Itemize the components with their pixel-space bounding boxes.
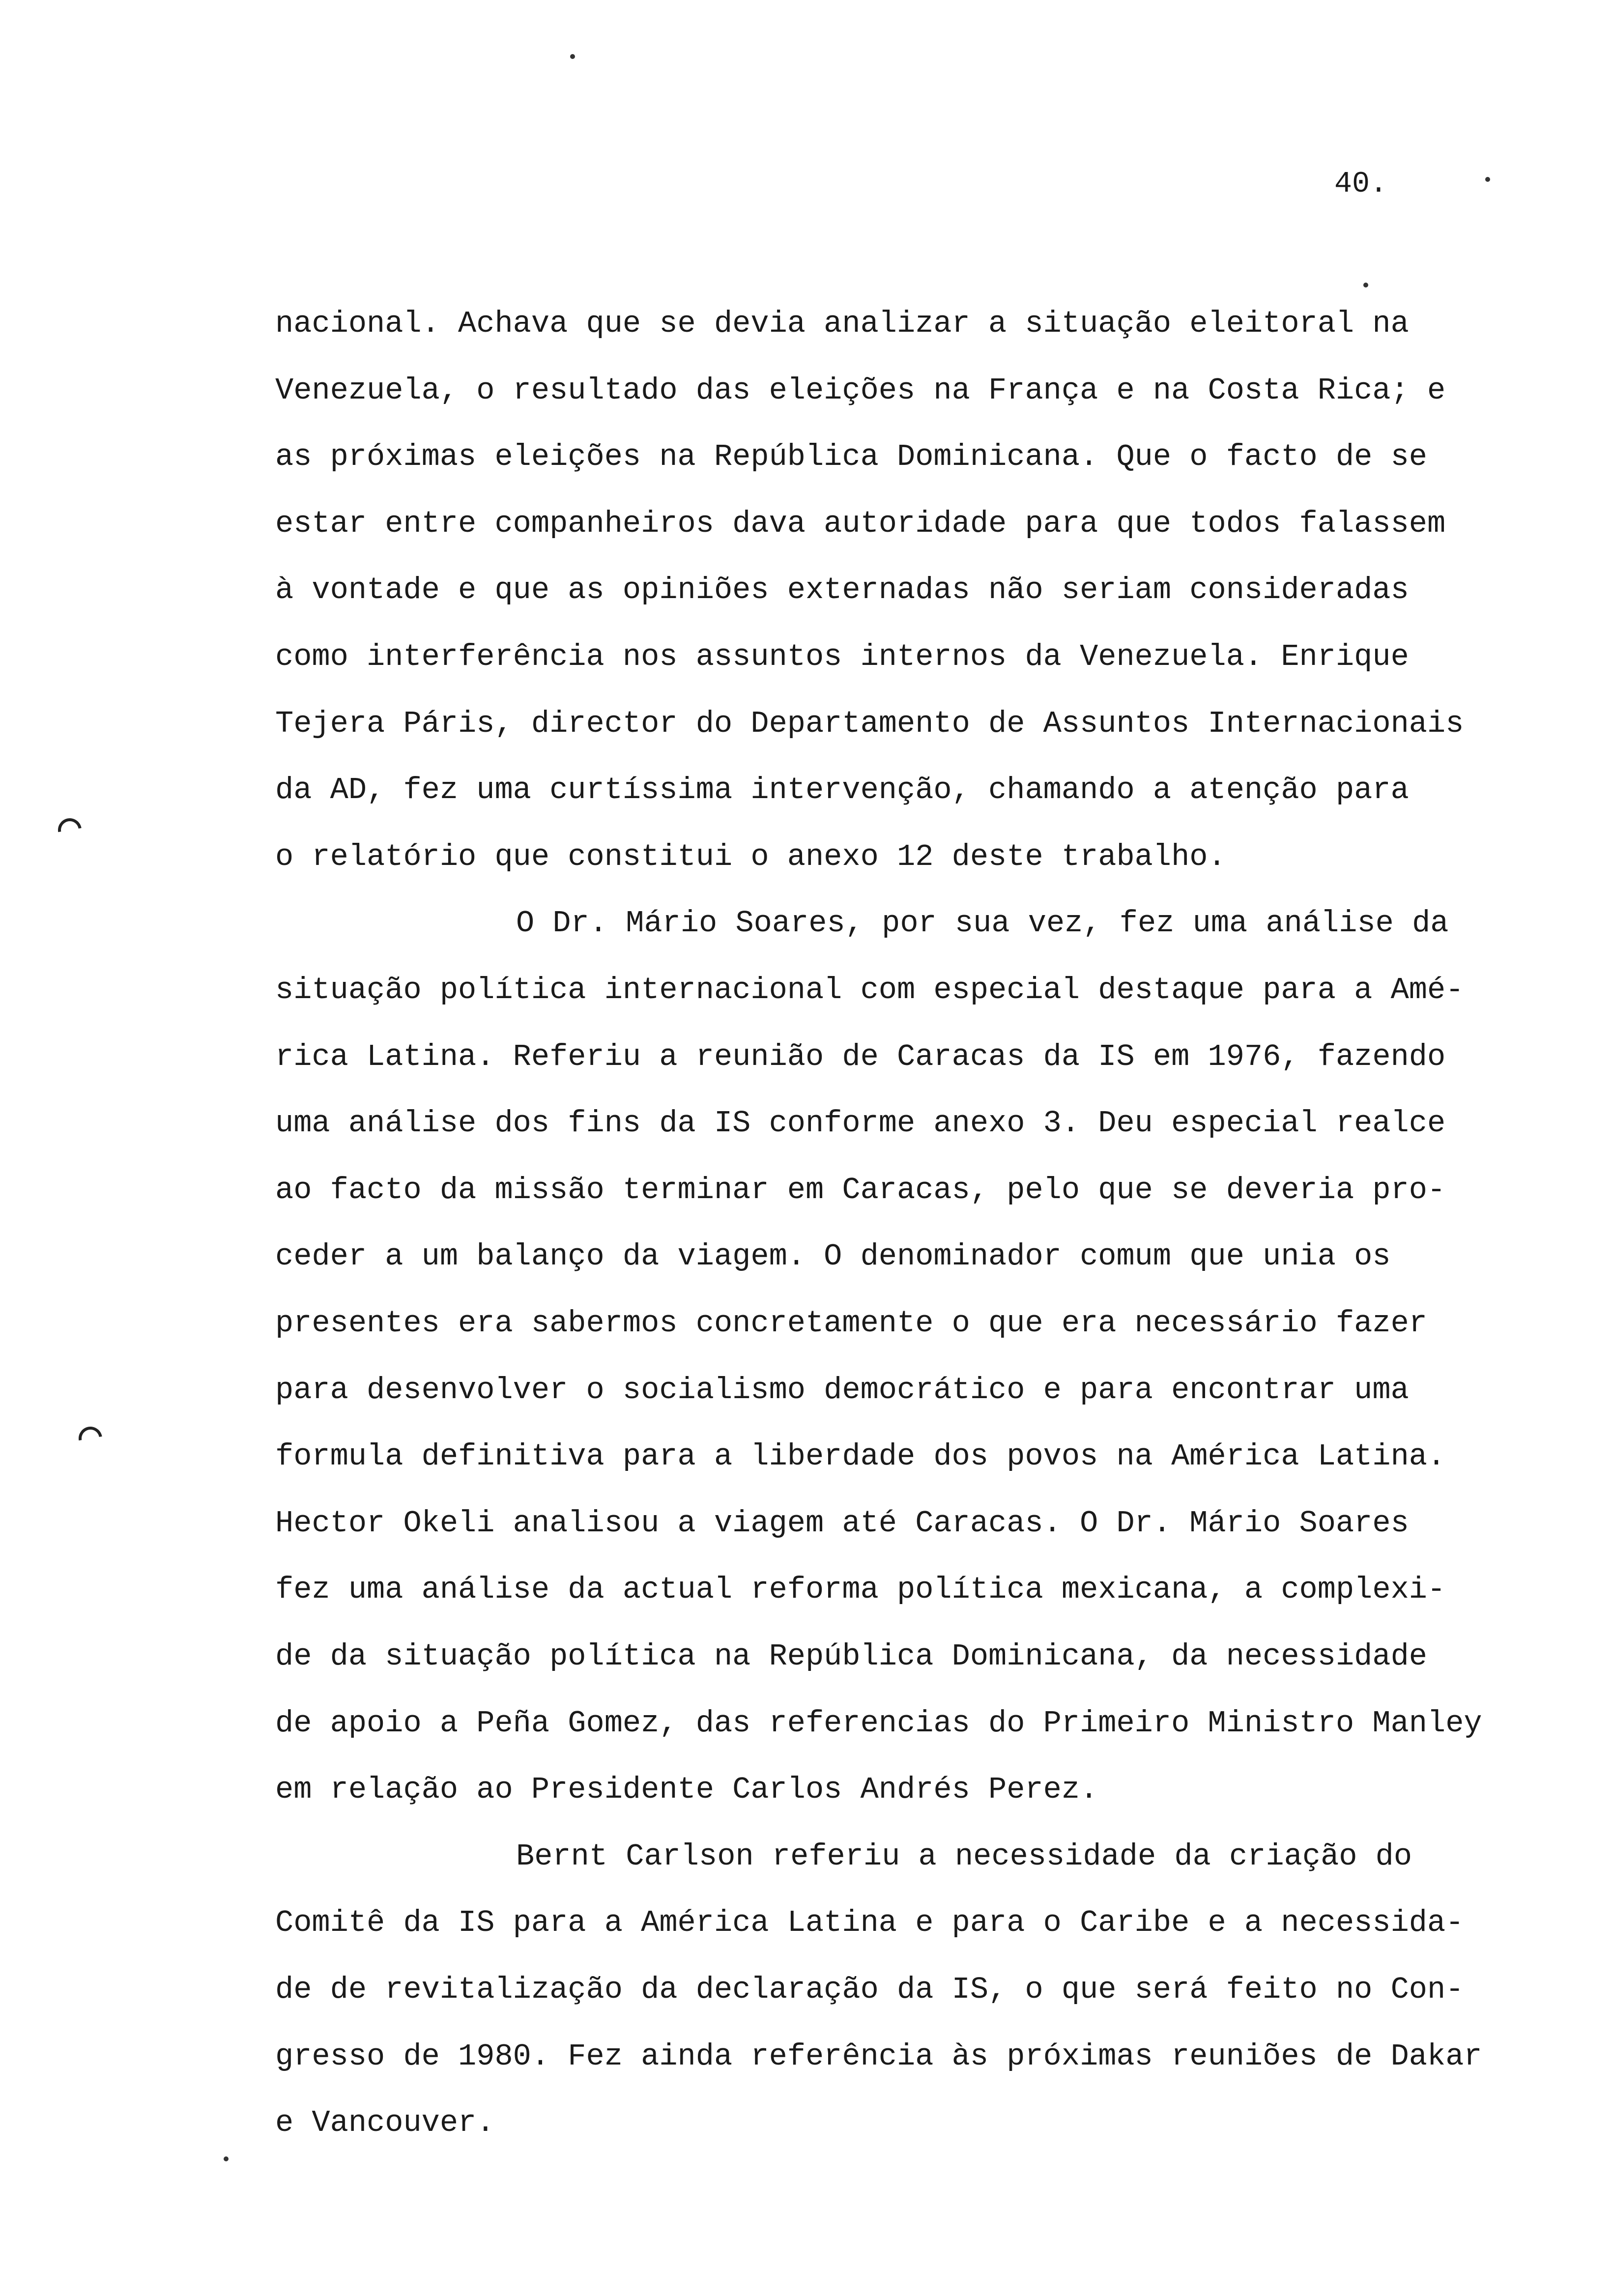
text-line: Venezuela, o resultado das eleições na França e na Costa Rica; e bbox=[275, 373, 1446, 408]
text-line: e Vancouver. bbox=[275, 2105, 495, 2140]
text-line: de da situação política na República Dominicana, da necessidade bbox=[275, 1639, 1427, 1674]
text-line: fez uma análise da actual reforma política mexicana, a complexi- bbox=[275, 1572, 1446, 1607]
text-line: nacional. Achava que se devia analizar a situação eleitoral na bbox=[275, 306, 1409, 341]
text-line: à vontade e que as opiniões externadas não seriam consideradas bbox=[275, 573, 1409, 607]
text-line: Tejera Páris, director do Departamento de Assuntos Internacionais bbox=[275, 706, 1464, 741]
punch-hole-mark-icon bbox=[74, 1422, 107, 1455]
text-line: O Dr. Mário Soares, por sua vez, fez uma análise da bbox=[516, 906, 1449, 941]
text-line: ceder a um balanço da viagem. O denominador comum que unia os bbox=[275, 1239, 1391, 1274]
text-line: presentes era sabermos concretamente o que era necessário fazer bbox=[275, 1306, 1427, 1341]
text-line: Bernt Carlson referiu a necessidade da criação do bbox=[516, 1839, 1412, 1874]
text-line: Hector Okeli analisou a viagem até Caracas. O Dr. Mário Soares bbox=[275, 1506, 1409, 1541]
text-line: estar entre companheiros dava autoridade para que todos falassem bbox=[275, 506, 1446, 541]
punch-hole-mark-icon bbox=[54, 814, 86, 847]
text-line: de de revitalização da declaração da IS, o que será feito no Con- bbox=[275, 1972, 1464, 2007]
scan-speck-icon bbox=[224, 2156, 229, 2161]
text-line: o relatório que constitui o anexo 12 deste trabalho. bbox=[275, 839, 1226, 874]
text-line: de apoio a Peña Gomez, das referencias do Primeiro Ministro Manley bbox=[275, 1706, 1482, 1741]
text-line: Comitê da IS para a América Latina e para o Caribe e a necessida- bbox=[275, 1905, 1464, 1940]
text-line: uma análise dos fins da IS conforme anexo 3. Deu especial realce bbox=[275, 1106, 1446, 1141]
scan-speck-icon bbox=[1485, 177, 1490, 182]
text-line: gresso de 1980. Fez ainda referência às próximas reuniões de Dakar bbox=[275, 2039, 1482, 2074]
text-line: situação política internacional com especial destaque para a Amé- bbox=[275, 973, 1464, 1007]
text-line: rica Latina. Referiu a reunião de Caracas da IS em 1976, fazendo bbox=[275, 1039, 1446, 1074]
text-line: para desenvolver o socialismo democrático e para encontrar uma bbox=[275, 1373, 1409, 1407]
text-line: formula definitiva para a liberdade dos povos na América Latina. bbox=[275, 1439, 1446, 1474]
text-line: ao facto da missão terminar em Caracas, pelo que se deveria pro- bbox=[275, 1173, 1446, 1207]
scan-speck-icon bbox=[570, 54, 575, 59]
text-line: da AD, fez uma curtíssima intervenção, chamando a atenção para bbox=[275, 773, 1409, 807]
text-line: em relação ao Presidente Carlos Andrés Perez. bbox=[275, 1772, 1098, 1807]
page-number: 40. bbox=[1334, 168, 1388, 201]
scan-speck-icon bbox=[1363, 283, 1368, 287]
text-line: as próximas eleições na República Dominicana. Que o facto de se bbox=[275, 439, 1427, 474]
text-line: como interferência nos assuntos internos da Venezuela. Enrique bbox=[275, 639, 1409, 674]
